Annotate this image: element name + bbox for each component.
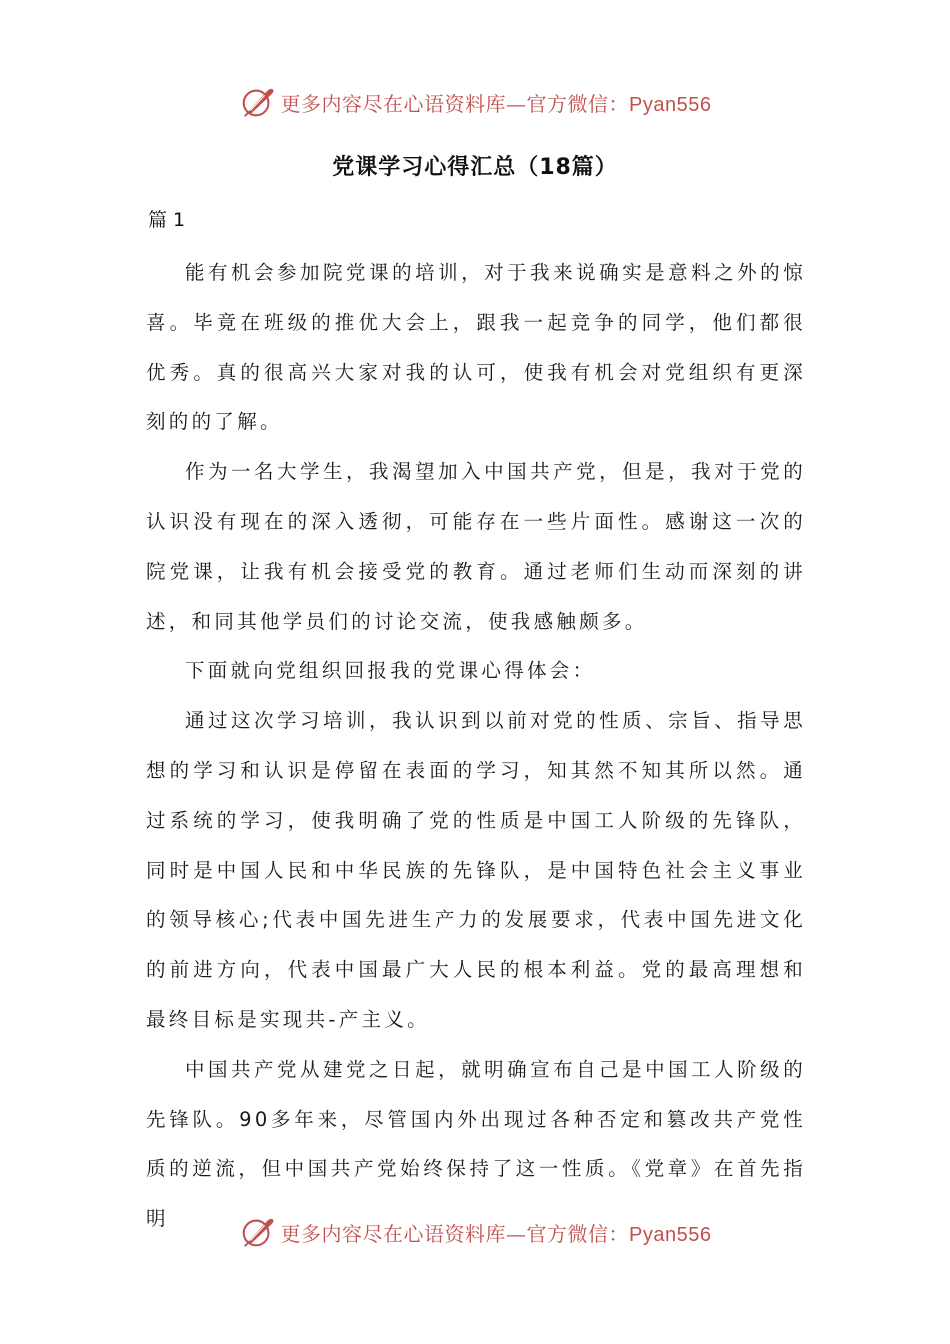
quill-pen-logo	[239, 1213, 277, 1251]
section-label: 篇 1	[148, 209, 186, 231]
document-title: 党课学习心得汇总（18篇）	[332, 155, 618, 180]
paragraph: 作为一名大学生，我渴望加入中国共产党，但是，我对于党的认识没有现在的深入透彻，可能存在一些片面性。感谢这一次的院党课，让我有机会接受党的教育。通过老师们生动而深刻的讲述，和同其他学员们的讨论交流，使我感触颇多。	[146, 460, 806, 633]
footer-wechat-id: Pyan556	[629, 1223, 712, 1246]
quill-pen-logo	[239, 83, 277, 121]
header-banner	[0, 82, 950, 122]
footer-banner-text: 更多内容尽在心语资料库—官方微信：Pyan556	[280, 1221, 712, 1246]
paragraph: 下面就向党组织回报我的党课心得体会：	[185, 659, 596, 683]
footer-banner	[0, 1212, 950, 1252]
paragraph: 中国共产党从建党之日起，就明确宣布自己是中国工人阶级的先锋队。90多年来，尽管国内外出现过各种否定和篡改共产党性质的逆流，但中国共产党始终保持了这一性质。《党章》在首先指明	[146, 1057, 806, 1231]
document-body	[146, 248, 806, 1244]
header-wechat-id: Pyan556	[629, 93, 712, 116]
paragraph: 通过这次学习培训，我认识到以前对党的性质、宗旨、指导思想的学习和认识是停留在表面的学习，知其然不知其所以然。通过系统的学习，使我明确了党的性质是中国工人阶级的先锋队，同时是中国人民和中华民族的先锋队，是中国特色社会主义事业的领导核心;代表中国先进生产力的发展要求，代表中国先进文化的前进方向，代表中国最广大人民的根本利益。党的最高理想和最终目标是实现共-产主义。	[146, 709, 806, 1031]
header-banner-text: 更多内容尽在心语资料库—官方微信：Pyan556	[280, 91, 712, 116]
paragraph: 能有机会参加院党课的培训，对于我来说确实是意料之外的惊喜。毕竟在班级的推优大会上，跟我一起竞争的同学，他们都很优秀。真的很高兴大家对我的认可，使我有机会对党组织有更深刻的的了解。	[146, 261, 806, 434]
